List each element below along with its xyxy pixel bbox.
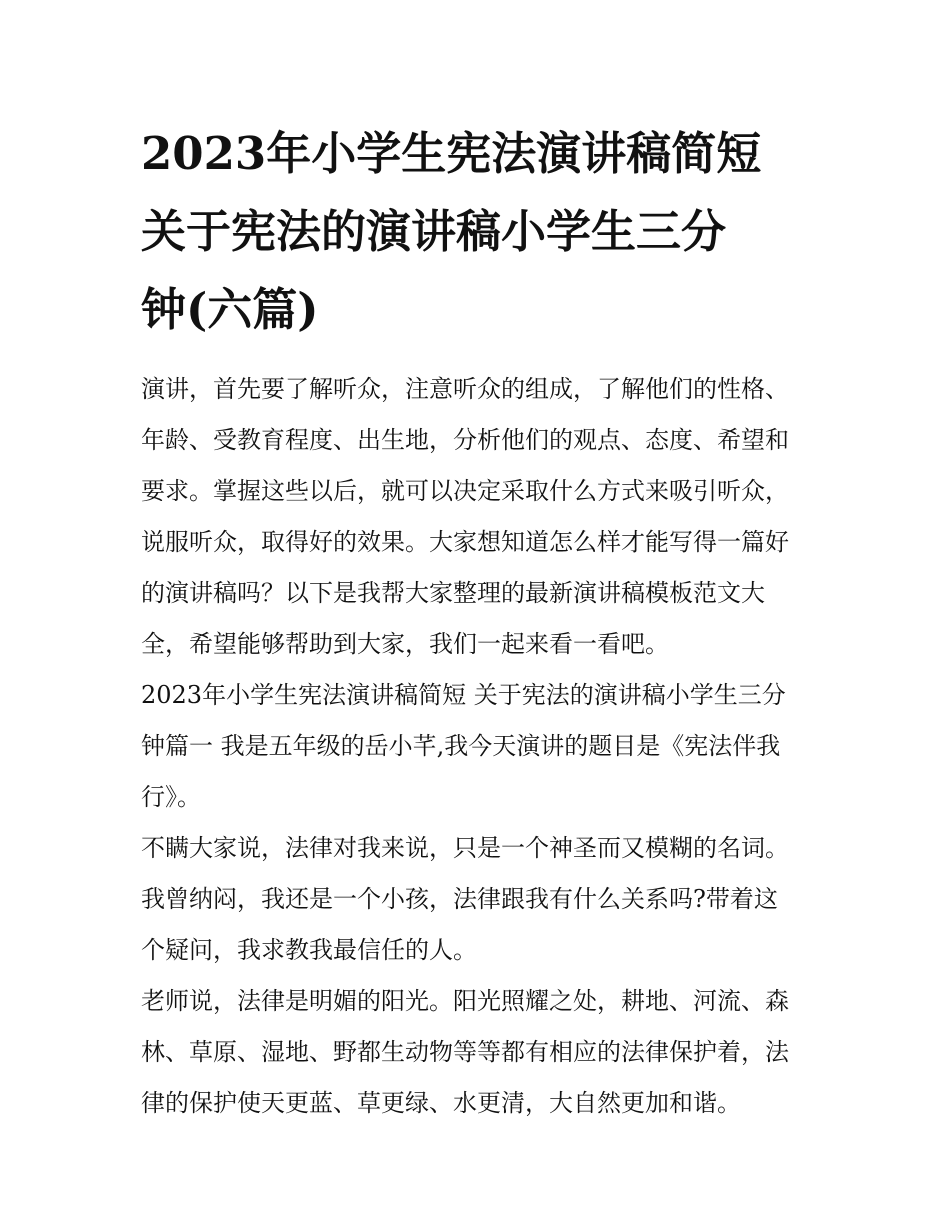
paragraph-line: 要求。掌握这些以后，就可以决定采取什么方式来吸引听众， xyxy=(141,477,789,505)
title-line: 关于宪法的演讲稿小学生三分 xyxy=(141,205,727,258)
paragraph-line: 演讲，首先要了解听众，注意听众的组成，了解他们的性格、 xyxy=(141,375,789,403)
document-title xyxy=(141,115,816,349)
paragraph-line: 钟篇一 我是五年级的岳小芊,我今天演讲的题目是《宪法伴我 xyxy=(141,732,781,760)
paragraph-line: 我曾纳闷，我还是一个小孩，法律跟我有什么关系吗?带着这 xyxy=(141,885,778,913)
paragraph-line: 律的保护使天更蓝、草更绿、水更清，大自然更加和谐。 xyxy=(141,1089,741,1117)
intro-paragraph xyxy=(141,364,816,670)
paragraph-line: 2023年小学生宪法演讲稿简短 关于宪法的演讲稿小学生三分 xyxy=(141,681,786,709)
section-heading-paragraph xyxy=(141,670,816,823)
law-meaning-paragraph xyxy=(141,823,816,976)
paragraph-line: 行》。 xyxy=(141,783,201,811)
paragraph-line: 林、草原、湿地、野都生动物等等都有相应的法律保护着，法 xyxy=(141,1038,789,1066)
paragraph-line: 说服听众，取得好的效果。大家想知道怎么样才能写得一篇好 xyxy=(141,528,789,556)
paragraph-line: 老师说，法律是明媚的阳光。阳光照耀之处，耕地、河流、森 xyxy=(141,987,789,1015)
paragraph-line: 的演讲稿吗？以下是我帮大家整理的最新演讲稿模板范文大 xyxy=(141,579,765,607)
document-content xyxy=(141,115,816,1129)
title-line: 钟(六篇) xyxy=(141,283,319,336)
paragraph-line: 个疑问，我求教我最信任的人。 xyxy=(141,936,477,964)
title-line: 2023年小学生宪法演讲稿简短 xyxy=(141,127,762,180)
paragraph-line: 不瞒大家说，法律对我来说，只是一个神圣而又模糊的名词。 xyxy=(141,834,789,862)
teacher-paragraph xyxy=(141,976,816,1129)
paragraph-line: 年龄、受教育程度、出生地，分析他们的观点、态度、希望和 xyxy=(141,426,789,454)
paragraph-line: 全，希望能够帮助到大家，我们一起来看一看吧。 xyxy=(141,630,669,658)
